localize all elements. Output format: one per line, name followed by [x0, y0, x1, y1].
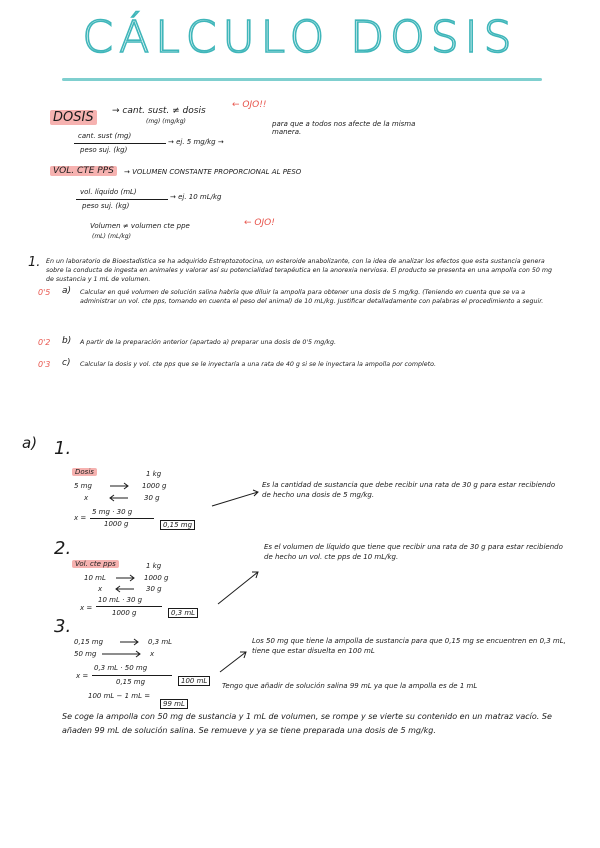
item-a-text: Calcular en qué volumen de solución salina habría que diluir la ampolla para obtener una dosis de 5 mg/kg. (Teniendo en cuenta que se va a administrar un vol. cte pps, tomando en cuenta el peso del animal) de 10 mL/kg. Justificar detalladamente con palabras el procedimiento a seguir. [80, 289, 544, 305]
step3-note: Los 50 mg que tiene la ampolla de sustancia para que 0,15 mg se encuentren en 0,3 mL, tiene que estar disuelta en 100 mL [252, 637, 566, 655]
step2-arrow [218, 572, 258, 604]
step1-eq-lhs: x = [74, 514, 87, 522]
vol-label: VOL. CTE PPS [50, 166, 117, 176]
step3-subtraction: 100 mL − 1 mL = [88, 692, 151, 700]
dosis-fraction-num: cant. sust (mg) [78, 132, 132, 140]
item-a-letter: a) [62, 286, 72, 296]
step2-r2b: 1000 g [144, 574, 169, 582]
step2-eq-lhs: x = [80, 604, 93, 612]
step2-tag: Vol. cte pps [72, 560, 119, 568]
dosis-warning: ← OJO!! [232, 100, 267, 110]
dosis-fraction-den: peso suj. (kg) [80, 146, 128, 154]
step3-r1b: 0,3 mL [148, 638, 173, 646]
vol-warning: ← OJO! [244, 218, 275, 228]
dosis-note: para que a todos nos afecte de la misma manera. [272, 120, 416, 136]
step1-eq-den: 1000 g [104, 520, 129, 528]
step1-eq-num: 5 mg · 30 g [92, 508, 133, 516]
item-a-score: 0'5 [38, 288, 51, 297]
step3-r1a: 0,15 mg [74, 638, 104, 646]
step3-eq-lhs: x = [76, 672, 89, 680]
problem-text: En un laboratorio de Bioestadística se ha adquirido Estreptozotocina, un esteroide anabolizante, con la idea de analizar los efectos que esta sustancia genera sobre la conducta de ingesta en animales y valorar así su potencialidad terapéutica en la anorexia nerviosa. El producto se presenta en una ampolla con 50 mg de sustancia y 1 mL de volumen. [46, 258, 552, 283]
step1-r1a: 5 mg [74, 482, 92, 490]
step1-result: 0,15 mg [160, 512, 195, 531]
item-b-letter: b) [62, 336, 72, 346]
item-c-text: Calcular la dosis y vol. cte pps que se le inyectaría a una rata de 40 g si se le inyectara la ampolla por completo. [80, 361, 436, 368]
step2-eq-den: 1000 g [112, 609, 137, 617]
step1-r3b: 30 g [144, 494, 160, 502]
step2-result: 0,3 mL [168, 600, 198, 619]
step1-r2a: x [84, 494, 89, 502]
step2-r1a: 10 mL [84, 574, 106, 582]
step3-sub-note: Tengo que añadir de solución salina 99 mL ya que la ampolla es de 1 mL [222, 682, 478, 690]
step2-number: 2. [54, 538, 72, 559]
step1-r1b: 1 kg [146, 470, 162, 478]
step2-r3b: 30 g [146, 585, 162, 593]
step3-result: 100 mL [178, 668, 210, 687]
step3-sub-result: 99 mL [160, 691, 188, 710]
item-c-letter: c) [62, 358, 71, 368]
step3-r2a: 50 mg [74, 650, 97, 658]
vol-fraction-den: peso suj. (kg) [82, 202, 130, 210]
step1-tag: Dosis [72, 468, 97, 476]
dosis-units: (mg) (mg/kg) [146, 118, 186, 125]
item-b-text: A partir de la preparación anterior (apartado a) preparar una dosis de 0'5 mg/kg. [80, 339, 336, 346]
page-title: CÁLCULO DOSIS [82, 12, 518, 63]
step1-r2b: 1000 g [142, 482, 167, 490]
solution-label: a) [22, 434, 38, 452]
step2-eq-num: 10 mL · 30 g [98, 596, 143, 604]
step3-eq-num: 0,3 mL · 50 mg [94, 664, 148, 672]
vol-fraction-num: vol. líquido (mL) [80, 188, 137, 196]
conclusion: Se coge la ampolla con 50 mg de sustancia y 1 mL de volumen, se rompe y se vierte su contenido en un matraz vacío. Se añaden 99 mL de solución salina. Se remueve y ya se tiene preparada una dosis de 5 mg/kg. [62, 712, 552, 735]
vol-title: → VOLUMEN CONSTANTE PROPORCIONAL AL PESO [124, 168, 302, 176]
step1-number: 1. [54, 438, 72, 459]
dosis-relation: → cant. sust. ≠ dosis [112, 106, 206, 116]
step2-note: Es el volumen de líquido que tiene que recibir una rata de 30 g para estar recibiendo de hecho un vol. cte pps de 10 mL/kg. [264, 543, 563, 561]
step2-r2a: x [98, 585, 103, 593]
step3-eq-den: 0,15 mg [116, 678, 146, 686]
dosis-example: → ej. 5 mg/kg → [168, 138, 224, 146]
vol-relation: Volumen ≠ volumen cte ppe [90, 222, 190, 230]
step3-r2b: x [150, 650, 155, 658]
step3-arrow [220, 652, 246, 672]
problem-number: 1. [28, 255, 41, 270]
step1-arrow [212, 492, 258, 506]
dosis-label: DOSIS [50, 110, 97, 125]
step3-number: 3. [54, 616, 72, 637]
step2-r1b: 1 kg [146, 562, 162, 570]
vol-units: (mL) (mL/kg) [92, 233, 131, 240]
vol-example: → ej. 10 mL/kg [170, 193, 222, 201]
step1-note: Es la cantidad de sustancia que debe recibir una rata de 30 g para estar recibiendo de hecho una dosis de 5 mg/kg. [262, 481, 556, 499]
item-c-score: 0'3 [38, 360, 51, 369]
item-b-score: 0'2 [38, 338, 51, 347]
